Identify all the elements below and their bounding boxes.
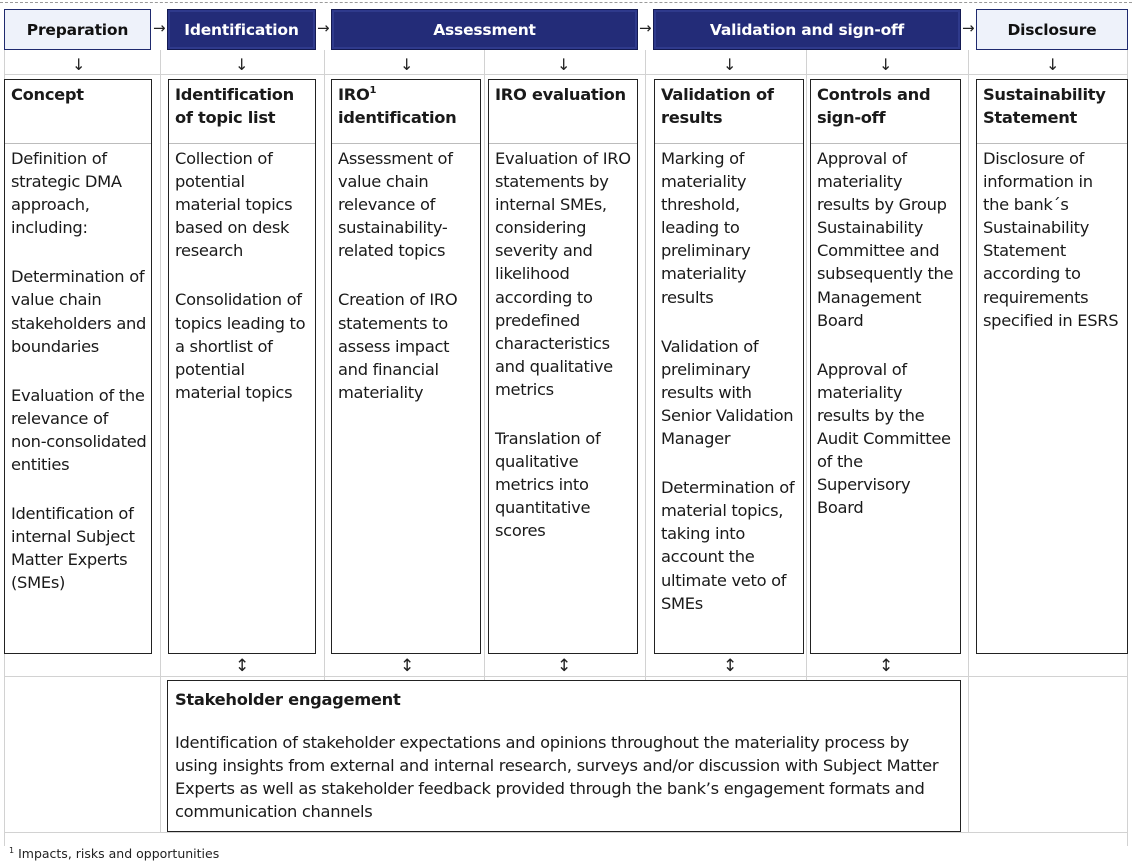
card-validation-of-results — [654, 79, 804, 654]
footnote — [9, 846, 219, 861]
phase-preparation: Preparation — [4, 9, 151, 50]
down-arrow-icon: ↓ — [723, 55, 737, 74]
card-iro-evaluation — [488, 79, 638, 654]
grid-line — [160, 50, 161, 832]
title-text: identification — [338, 108, 457, 127]
card-paragraph: Determination of value chain stakeholders and boundaries — [11, 267, 147, 356]
right-arrow-icon: → — [962, 19, 975, 37]
down-arrow-icon: ↓ — [879, 55, 893, 74]
card-iro-identification — [331, 79, 481, 654]
phase-assessment: Assessment — [331, 9, 638, 50]
phase-identification: Identification — [167, 9, 316, 50]
bidirectional-arrow-icon: ↕ — [557, 656, 572, 676]
phase-disclosure: Disclosure — [976, 9, 1128, 50]
right-arrow-icon: → — [153, 19, 166, 37]
grid-line — [324, 50, 325, 680]
bidirectional-arrow-icon: ↕ — [235, 656, 250, 676]
card-paragraph: Determination of material topics, taking into account the ultimate veto of SMEs — [661, 478, 795, 613]
card-paragraph: Marking of materiality threshold, leading to preliminary materiality results — [661, 149, 751, 307]
card-paragraph: Disclosure of information in the bank´s Sustainability Statement according to requirements specified in ESRS — [983, 149, 1119, 330]
down-arrow-icon: ↓ — [1046, 55, 1060, 74]
bidirectional-arrow-icon: ↕ — [723, 656, 738, 676]
card-title — [332, 80, 480, 144]
bidirectional-arrow-icon: ↕ — [400, 656, 415, 676]
card-concept — [4, 79, 152, 654]
card-paragraph: Translation of qualitative metrics into quantitative scores — [495, 429, 601, 541]
stakeholder-engagement-box — [167, 680, 961, 832]
down-arrow-icon: ↓ — [72, 55, 86, 74]
down-arrow-icon: ↓ — [557, 55, 571, 74]
card-body — [332, 147, 480, 430]
card-paragraph: Creation of IRO statements to assess impact and financial materiality — [338, 290, 458, 402]
card-paragraph: Collection of potential material topics based on desk research — [175, 149, 293, 261]
title-text: IRO — [338, 85, 370, 104]
card-title: Controls and sign-off — [811, 80, 960, 144]
card-body — [5, 147, 151, 621]
grid-line — [968, 50, 969, 832]
card-controls-and-sign-off — [810, 79, 961, 654]
grid-line — [645, 50, 646, 680]
card-sustainability-statement — [976, 79, 1128, 654]
card-title: Validation of results — [655, 80, 803, 144]
footnote-text: Impacts, risks and opportunities — [18, 846, 220, 861]
down-arrow-icon: ↓ — [400, 55, 414, 74]
card-body — [811, 147, 960, 545]
right-arrow-icon: → — [639, 19, 652, 37]
card-body — [655, 147, 803, 641]
card-title: Identification of topic list — [169, 80, 315, 144]
card-body — [489, 147, 637, 569]
stakeholder-title: Stakeholder engagement — [175, 690, 401, 709]
stakeholder-text: Identification of stakeholder expectations and opinions throughout the materiality process by using insights from external and internal research, surveys and/or discussion with Subject Matter Experts as well as stakeholder feedback provided through the bank’s engagement formats and communication channels — [175, 733, 939, 822]
card-paragraph: Definition of strategic DMA approach, including: — [11, 149, 122, 238]
card-paragraph: Evaluation of IRO statements by internal SMEs, considering severity and likelihood according to predefined characteristics and qualitative metrics — [495, 149, 631, 399]
footnote-marker: 1 — [369, 85, 377, 96]
card-body — [169, 147, 315, 430]
footnote-marker: 1 — [9, 846, 15, 855]
card-identification-of-topic-list — [168, 79, 316, 654]
grid-line — [4, 832, 1127, 833]
down-arrow-icon: ↓ — [235, 55, 249, 74]
card-body — [977, 147, 1127, 358]
card-title: IRO evaluation — [489, 80, 637, 144]
card-paragraph: Consolidation of topics leading to a shortlist of potential material topics — [175, 290, 306, 402]
right-arrow-icon: → — [317, 19, 330, 37]
phase-validation-and-sign-off: Validation and sign-off — [653, 9, 961, 50]
card-paragraph: Approval of materiality results by the Audit Committee of the Supervisory Board — [817, 359, 951, 518]
card-title: Sustainability Statement — [977, 80, 1127, 144]
bidirectional-arrow-icon: ↕ — [879, 656, 894, 676]
card-paragraph: Assessment of value chain relevance of sustainability-related topics — [338, 149, 453, 261]
card-paragraph: Identification of internal Subject Matter Experts (SMEs) — [11, 504, 135, 593]
card-paragraph: Validation of preliminary results with Senior Validation Manager — [661, 336, 794, 449]
grid-line — [484, 50, 485, 680]
top-dashed-border — [0, 2, 1132, 3]
card-paragraph: Evaluation of the relevance of non-consolidated entities — [11, 385, 147, 475]
grid-line — [806, 50, 807, 680]
card-paragraph: Approval of materiality results by Group Sustainability Committee and subsequently the Management Board — [817, 149, 954, 330]
card-title: Concept — [5, 80, 151, 144]
